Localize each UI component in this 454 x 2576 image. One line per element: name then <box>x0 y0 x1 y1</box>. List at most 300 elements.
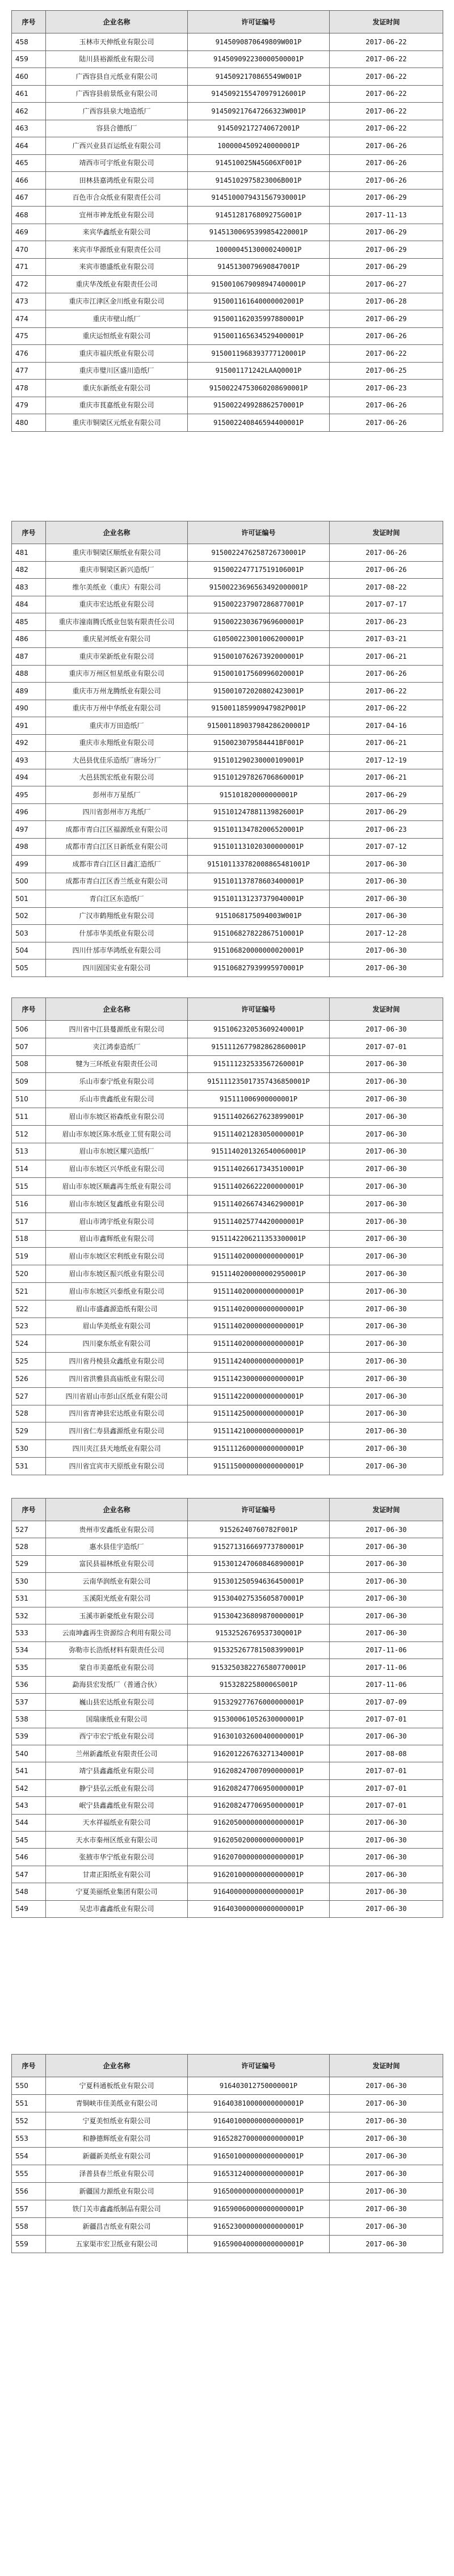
header-license-number: 许可证编号 <box>188 521 330 544</box>
header-issue-date: 发证时间 <box>330 521 443 544</box>
license-number: G10500223001006200001P <box>188 630 330 648</box>
company-name: 弥勒市长浩纸材料有限责任公司 <box>46 1641 188 1659</box>
table-row <box>12 959 443 977</box>
issue-date: 2017-06-30 <box>330 2095 443 2112</box>
company-name: 来宾华鑫纸业有限公司 <box>46 224 188 241</box>
header-issue-date: 发证时间 <box>330 2055 443 2077</box>
table-row <box>12 1370 443 1387</box>
license-number: 915329277676000000001P <box>188 1693 330 1710</box>
license-number: 915325267781508399001P <box>188 1641 330 1659</box>
license-number: 916400000000000000001P <box>188 1883 330 1900</box>
company-name: 云南坤鑫再生资源综合利用有限公司 <box>46 1624 188 1641</box>
company-name: 国瑞康纸业有限公司 <box>46 1711 188 1728</box>
row-number: 501 <box>12 890 46 908</box>
issue-date: 2017-06-26 <box>330 137 443 155</box>
table-header-row <box>12 11 443 33</box>
company-name: 宁夏美丽纸业集团有限公司 <box>46 1883 188 1900</box>
table-row <box>12 68 443 86</box>
license-number: 916207000000000000001P <box>188 1849 330 1866</box>
table-row <box>12 276 443 293</box>
issue-date: 2017-06-28 <box>330 293 443 310</box>
license-number: 9151140200000002950001P <box>188 1265 330 1283</box>
table-row <box>12 613 443 631</box>
issue-date: 2017-06-30 <box>330 873 443 890</box>
row-number: 514 <box>12 1160 46 1178</box>
company-name: 新疆国力源纸业有限公司 <box>46 2183 188 2200</box>
issue-date: 2017-06-30 <box>330 1387 443 1405</box>
issue-date: 2017-08-08 <box>330 1745 443 1762</box>
company-name: 四川省彭州市万兆纸厂 <box>46 803 188 821</box>
table-row <box>12 33 443 51</box>
row-number: 546 <box>12 1849 46 1866</box>
company-name: 大邑县优佳乐造纸厂唐场分厂 <box>46 752 188 769</box>
issue-date: 2017-07-17 <box>330 596 443 613</box>
header-number: 序号 <box>12 11 46 33</box>
header-company-name: 企业名称 <box>46 1499 188 1521</box>
company-name: 靖西市可宇纸业有限公司 <box>46 154 188 172</box>
table-row <box>12 172 443 190</box>
license-table <box>11 521 443 977</box>
license-number: 916401000000000000001P <box>188 2112 330 2130</box>
license-number: 916208247007090000001P <box>188 1762 330 1779</box>
issue-date: 2017-06-30 <box>330 1248 443 1265</box>
issue-date: 2017-04-16 <box>330 717 443 735</box>
table-row <box>12 137 443 155</box>
table-row <box>12 2130 443 2148</box>
license-number: 915114230000000000001P <box>188 1370 330 1387</box>
license-table <box>11 997 443 1475</box>
table-row <box>12 2165 443 2183</box>
table-row <box>12 1607 443 1624</box>
table-row <box>12 241 443 259</box>
table-row <box>12 1195 443 1213</box>
license-number: 915001076267392000001P <box>188 648 330 666</box>
license-number: 915271316669773780001P <box>188 1538 330 1555</box>
issue-date: 2017-07-01 <box>330 1038 443 1055</box>
license-number: 915111235017357436850001P <box>188 1073 330 1091</box>
table-row <box>12 1866 443 1883</box>
table-row <box>12 1538 443 1555</box>
license-number: 9151142206211353300001P <box>188 1230 330 1248</box>
row-number: 496 <box>12 803 46 821</box>
license-number: 9150011968393777120001P <box>188 345 330 363</box>
row-number: 533 <box>12 1624 46 1641</box>
issue-date: 2017-06-21 <box>330 734 443 752</box>
company-name: 成都市青白江区日新纸业有限公司 <box>46 838 188 856</box>
row-number: 530 <box>12 1573 46 1590</box>
row-number: 482 <box>12 561 46 579</box>
row-number: 500 <box>12 873 46 890</box>
row-number: 540 <box>12 1745 46 1762</box>
row-number: 522 <box>12 1300 46 1318</box>
company-name: 眉山市东坡区宏利纸业有限公司 <box>46 1248 188 1265</box>
license-number: 9145090870649809W001P <box>188 33 330 51</box>
license-number: 9145102975823006B001P <box>188 172 330 190</box>
table-row <box>12 1797 443 1814</box>
row-number: 547 <box>12 1866 46 1883</box>
issue-date: 2017-06-29 <box>330 189 443 207</box>
row-number: 515 <box>12 1178 46 1196</box>
row-number: 494 <box>12 769 46 786</box>
header-issue-date: 发证时间 <box>330 11 443 33</box>
table-row <box>12 821 443 839</box>
table-row <box>12 120 443 137</box>
company-name: 眉山华美纸业有限公司 <box>46 1318 188 1335</box>
issue-date: 2017-12-19 <box>330 752 443 769</box>
row-number: 516 <box>12 1195 46 1213</box>
row-number: 506 <box>12 1021 46 1038</box>
company-name: 四川省青神县宏达纸业有限公司 <box>46 1405 188 1422</box>
issue-date: 2017-06-30 <box>330 890 443 908</box>
license-number: 916403810000000000001P <box>188 2095 330 2112</box>
company-name: 新疆昌吉纸业有限公司 <box>46 2218 188 2236</box>
issue-date: 2017-06-30 <box>330 2112 443 2130</box>
company-name: 眉山市东坡区耀兴造纸厂 <box>46 1143 188 1160</box>
row-number: 458 <box>12 33 46 51</box>
issue-date: 2017-06-30 <box>330 1440 443 1458</box>
row-number: 554 <box>12 2148 46 2165</box>
table-row <box>12 1160 443 1178</box>
license-number: 915115000000000000001P <box>188 1457 330 1475</box>
table-row <box>12 786 443 804</box>
row-number: 529 <box>12 1422 46 1440</box>
issue-date: 2017-06-30 <box>330 2165 443 2183</box>
row-number: 538 <box>12 1711 46 1728</box>
license-number: 915001017560996020001P <box>188 665 330 683</box>
header-number: 序号 <box>12 998 46 1021</box>
issue-date: 2017-06-30 <box>330 2218 443 2236</box>
company-name: 眉山市东坡区复鑫纸业有限公司 <box>46 1195 188 1213</box>
company-name: 重庆东新纸业有限公司 <box>46 380 188 397</box>
license-number: 915114220000000000001P <box>188 1387 330 1405</box>
company-name: 来宾市华源纸业有限责任公司 <box>46 241 188 259</box>
license-number: 915002240846594400001P <box>188 414 330 432</box>
license-number: 915114250000000000001P <box>188 1405 330 1422</box>
issue-date: 2017-06-22 <box>330 700 443 717</box>
table-row <box>12 1300 443 1318</box>
issue-date: 2017-06-30 <box>330 1160 443 1178</box>
table-row <box>12 345 443 363</box>
license-number: 91500223696563492000001P <box>188 579 330 596</box>
license-number: 915111006900000001P <box>188 1091 330 1108</box>
company-name: 田林县嘉鸿纸业有限公司 <box>46 172 188 190</box>
table-row <box>12 1832 443 1849</box>
license-number: 916590060000000000001P <box>188 2200 330 2218</box>
license-number: 915114020000000000001P <box>188 1282 330 1300</box>
table-row <box>12 224 443 241</box>
table-row <box>12 1573 443 1590</box>
issue-date: 2017-06-22 <box>330 50 443 68</box>
company-name: 重庆市潼南腾氏纸业包装有限责任公司 <box>46 613 188 631</box>
table-row <box>12 1387 443 1405</box>
company-name: 宜州市神龙纸业有限公司 <box>46 207 188 224</box>
table-row <box>12 1125 443 1143</box>
company-name: 乐山市泰宁纸业有限公司 <box>46 1073 188 1091</box>
header-company-name: 企业名称 <box>46 11 188 33</box>
issue-date: 2017-06-30 <box>330 1814 443 1831</box>
issue-date: 2017-07-01 <box>330 1797 443 1814</box>
license-number: 915106827939995970001P <box>188 959 330 977</box>
issue-date: 2017-06-30 <box>330 856 443 873</box>
company-name: 广西容县前景纸业有限公司 <box>46 85 188 103</box>
table-row <box>12 856 443 873</box>
table-row <box>12 85 443 103</box>
license-number: 916501000000000000001P <box>188 2148 330 2165</box>
row-number: 497 <box>12 821 46 839</box>
row-number: 508 <box>12 1055 46 1073</box>
issue-date: 2017-06-30 <box>330 1849 443 1866</box>
row-number: 550 <box>12 2077 46 2095</box>
license-number: 915001185990947982P001P <box>188 700 330 717</box>
company-name: 眉山市东坡区陈水纸业工贸有限公司 <box>46 1125 188 1143</box>
company-name: 大邑县凯宏纸业有限公司 <box>46 769 188 786</box>
license-number: 915114020000000000001P <box>188 1335 330 1353</box>
header-company-name: 企业名称 <box>46 998 188 1021</box>
row-number: 470 <box>12 241 46 259</box>
license-number: 9145092172740672001P <box>188 120 330 137</box>
company-name: 四川豪东纸业有限公司 <box>46 1335 188 1353</box>
table-row <box>12 1335 443 1353</box>
table-row <box>12 207 443 224</box>
issue-date: 2017-06-30 <box>330 1422 443 1440</box>
table-row <box>12 683 443 700</box>
table-row <box>12 803 443 821</box>
company-name: 夹江鸿泰造纸厂 <box>46 1038 188 1055</box>
license-number: 9153252676953730Q001P <box>188 1624 330 1641</box>
table-row <box>12 700 443 717</box>
issue-date: 2017-06-23 <box>330 613 443 631</box>
license-number: 916523000000000000001P <box>188 2218 330 2236</box>
issue-date: 2017-07-12 <box>330 838 443 856</box>
issue-date: 2017-06-30 <box>330 1538 443 1555</box>
row-number: 531 <box>12 1457 46 1475</box>
license-number: 915001162035997880001P <box>188 310 330 328</box>
company-name: 新疆新美纸业有限公司 <box>46 2148 188 2165</box>
table-row <box>12 2077 443 2095</box>
license-number: 915101131020300000001P <box>188 838 330 856</box>
license-number: 916301032600400000001P <box>188 1728 330 1745</box>
row-number: 557 <box>12 2200 46 2218</box>
company-name: 巍山县宏达纸业有限公司 <box>46 1693 188 1710</box>
row-number: 549 <box>12 1900 46 1917</box>
table-row <box>12 1555 443 1572</box>
row-number: 527 <box>12 1521 46 1538</box>
table-row <box>12 2095 443 2112</box>
table-row <box>12 752 443 769</box>
issue-date: 2017-06-26 <box>330 544 443 562</box>
company-name: 重庆市万州中华纸业有限公司 <box>46 700 188 717</box>
license-number: 915002249928862570001P <box>188 397 330 414</box>
row-number: 476 <box>12 345 46 363</box>
issue-date: 2017-06-29 <box>330 224 443 241</box>
table-row <box>12 1248 443 1265</box>
license-number: 9145100079431567930001P <box>188 189 330 207</box>
issue-date: 2017-06-30 <box>330 1405 443 1422</box>
table-row <box>12 1055 443 1073</box>
license-number: 915001171242LAAQ0001P <box>188 362 330 380</box>
issue-date: 2017-07-01 <box>330 1762 443 1779</box>
table-row <box>12 1143 443 1160</box>
table-row <box>12 1762 443 1779</box>
row-number: 530 <box>12 1440 46 1458</box>
company-name: 重庆运恒纸业有限公司 <box>46 327 188 345</box>
row-number: 559 <box>12 2236 46 2253</box>
license-number: 915114026622200000001P <box>188 1178 330 1196</box>
company-name: 玉林市天伸纸业有限公司 <box>46 33 188 51</box>
table-row <box>12 1230 443 1248</box>
row-number: 544 <box>12 1814 46 1831</box>
issue-date: 2017-12-28 <box>330 925 443 942</box>
company-name: 兰州新鑫纸业有限责任公司 <box>46 1745 188 1762</box>
company-name: 陆川县裕源纸业有限公司 <box>46 50 188 68</box>
issue-date: 2017-06-21 <box>330 769 443 786</box>
issue-date: 2017-06-30 <box>330 1055 443 1073</box>
license-number: 915300061052630000001P <box>188 1711 330 1728</box>
table-row <box>12 665 443 683</box>
table-row <box>12 1849 443 1866</box>
license-number: 915001165634529400001P <box>188 327 330 345</box>
issue-date: 2017-03-21 <box>330 630 443 648</box>
issue-date: 2017-11-13 <box>330 207 443 224</box>
table-row <box>12 258 443 276</box>
row-number: 464 <box>12 137 46 155</box>
license-number: 915101820000000001P <box>188 786 330 804</box>
row-number: 504 <box>12 942 46 959</box>
row-number: 556 <box>12 2183 46 2200</box>
row-number: 548 <box>12 1883 46 1900</box>
table-row <box>12 907 443 925</box>
row-number: 528 <box>12 1405 46 1422</box>
issue-date: 2017-06-23 <box>330 821 443 839</box>
table-row <box>12 544 443 562</box>
table-header-row <box>12 521 443 544</box>
table-row <box>12 1405 443 1422</box>
row-number: 545 <box>12 1832 46 1849</box>
table-row <box>12 942 443 959</box>
issue-date: 2017-06-26 <box>330 665 443 683</box>
table-row <box>12 2183 443 2200</box>
row-number: 461 <box>12 85 46 103</box>
license-number: 915001161640000002001P <box>188 293 330 310</box>
license-number: 915114020000000000001P <box>188 1248 330 1265</box>
license-number: 915111260000000000001P <box>188 1440 330 1458</box>
issue-date: 2017-06-26 <box>330 154 443 172</box>
table-row <box>12 1178 443 1196</box>
company-name: 蒙自市美嘉纸业有限公司 <box>46 1659 188 1676</box>
issue-date: 2017-06-22 <box>330 683 443 700</box>
issue-date: 2017-06-30 <box>330 2183 443 2200</box>
issue-date: 2017-06-30 <box>330 1213 443 1230</box>
table-row <box>12 2200 443 2218</box>
row-number: 555 <box>12 2165 46 2183</box>
header-number: 序号 <box>12 521 46 544</box>
issue-date: 2017-06-30 <box>330 1883 443 1900</box>
company-name: 吴忠市鑫鑫纸业有限公司 <box>46 1900 188 1917</box>
issue-date: 2017-06-22 <box>330 33 443 51</box>
company-name: 宁夏科通板纸业有限公司 <box>46 2077 188 2095</box>
issue-date: 2017-06-25 <box>330 362 443 380</box>
row-number: 477 <box>12 362 46 380</box>
table-row <box>12 890 443 908</box>
issue-date: 2017-07-01 <box>330 1779 443 1796</box>
row-number: 536 <box>12 1676 46 1693</box>
license-number: 10000045130000240001P <box>188 241 330 259</box>
row-number: 534 <box>12 1641 46 1659</box>
row-number: 529 <box>12 1555 46 1572</box>
row-number: 509 <box>12 1073 46 1091</box>
license-number: 915114025774420000001P <box>188 1213 330 1230</box>
header-issue-date: 发证时间 <box>330 998 443 1021</box>
license-number: 915101290230000109001P <box>188 752 330 769</box>
company-name: 来宾市德盛纸业有限公司 <box>46 258 188 276</box>
row-number: 553 <box>12 2130 46 2148</box>
header-number: 序号 <box>12 1499 46 1521</box>
license-number: 915114020000000000001P <box>188 1318 330 1335</box>
row-number: 499 <box>12 856 46 873</box>
issue-date: 2017-06-29 <box>330 310 443 328</box>
company-name: 惠水县佳宇造纸厂 <box>46 1538 188 1555</box>
license-number: 915114026617343510001P <box>188 1160 330 1178</box>
row-number: 488 <box>12 665 46 683</box>
company-name: 重庆市万田造纸厂 <box>46 717 188 735</box>
company-name: 青铜峡市佳美纸业有限公司 <box>46 2095 188 2112</box>
row-number: 459 <box>12 50 46 68</box>
table-row <box>12 1108 443 1125</box>
company-name: 四川固国实业有限公司 <box>46 959 188 977</box>
company-name: 西宁市宏宁纸业有限公司 <box>46 1728 188 1745</box>
company-name: 铁门关市鑫鑫纸制品有限公司 <box>46 2200 188 2218</box>
issue-date: 2017-06-26 <box>330 561 443 579</box>
row-number: 539 <box>12 1728 46 1745</box>
issue-date: 2017-06-26 <box>330 327 443 345</box>
company-name: 和静德辉纸业有限公司 <box>46 2130 188 2148</box>
issue-date: 2017-06-29 <box>330 241 443 259</box>
company-name: 重庆市宏达纸业有限公司 <box>46 596 188 613</box>
company-name: 四川省中江县蔓源纸业有限公司 <box>46 1021 188 1038</box>
company-name: 百色市合众纸业有限责任公司 <box>46 189 188 207</box>
license-number: 9151068175094003W001P <box>188 907 330 925</box>
row-number: 474 <box>12 310 46 328</box>
issue-date: 2017-06-30 <box>330 2236 443 2253</box>
table-row <box>12 189 443 207</box>
issue-date: 2017-07-09 <box>330 1693 443 1710</box>
row-number: 517 <box>12 1213 46 1230</box>
row-number: 498 <box>12 838 46 856</box>
company-name: 成都市青白江区香兰纸业有限公司 <box>46 873 188 890</box>
issue-date: 2017-06-22 <box>330 120 443 137</box>
row-number: 503 <box>12 925 46 942</box>
row-number: 493 <box>12 752 46 769</box>
company-name: 四川省仁寿县鑫源纸业有限公司 <box>46 1422 188 1440</box>
company-name: 重庆市江津区金川纸业有限公司 <box>46 293 188 310</box>
license-number: 91532822580006S001P <box>188 1676 330 1693</box>
license-number: 916403012750000001P <box>188 2077 330 2095</box>
license-number: 916208247706950000001P <box>188 1779 330 1796</box>
issue-date: 2017-06-30 <box>330 1108 443 1125</box>
table-row <box>12 1457 443 1475</box>
license-number: 915101297826706860001P <box>188 769 330 786</box>
company-name: 贵州市安鑫纸业有限公司 <box>46 1521 188 1538</box>
license-number: 915106827822867510001P <box>188 925 330 942</box>
license-number: 91451300695399854220001P <box>188 224 330 241</box>
license-number: 915106232053609240001P <box>188 1021 330 1038</box>
table-row <box>12 596 443 613</box>
row-number: 484 <box>12 596 46 613</box>
issue-date: 2017-06-29 <box>330 786 443 804</box>
company-name: 张掖市华宁纸业有限公司 <box>46 1849 188 1866</box>
company-name: 重庆市铜梁区顺纸业有限公司 <box>46 544 188 562</box>
company-name: 四川省宜宾市天原纸业有限公司 <box>46 1457 188 1475</box>
